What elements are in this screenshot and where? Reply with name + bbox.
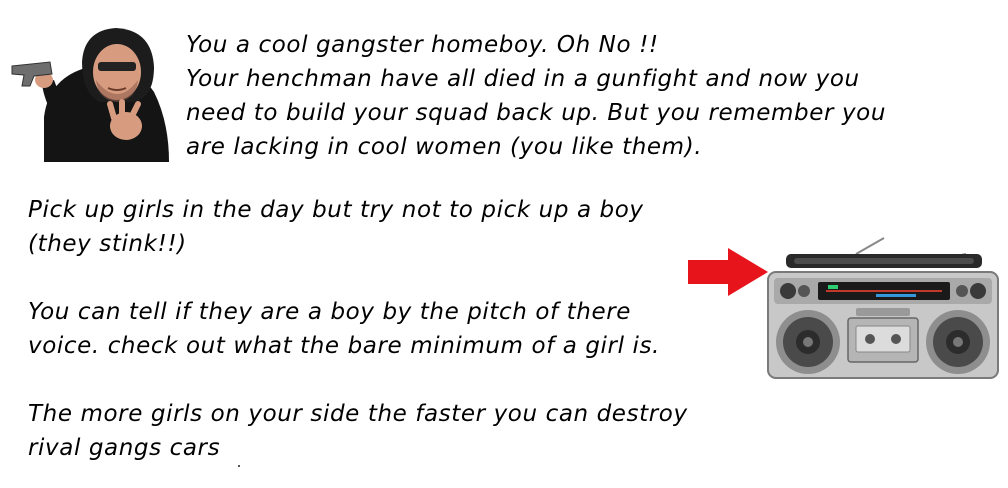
stray-dot [238,465,240,467]
pick-up-line-1: Pick up girls in the day but try not to pick up a boy [28,197,644,223]
tell-line-1: You can tell if they are a boy by the pitch of there [28,299,631,325]
intro-line-3: need to build your squad back up. But you remember you [186,100,887,126]
pick-up-paragraph [28,193,644,261]
intro-line-1: You a cool gangster homeboy. Oh No !! [186,32,659,58]
pick-up-line-2: (they stink!!) [28,231,187,257]
intro-paragraph [186,28,886,164]
more-girls-line-1: The more girls on your side the faster you can destroy [28,401,688,427]
more-girls-line-2: rival gangs cars [28,435,221,461]
boombox-icon [766,236,1002,382]
tell-paragraph [28,295,660,363]
more-girls-paragraph [28,397,688,465]
intro-line-4: are lacking in cool women (you like them). [186,134,703,160]
sunglasses-icon [98,62,136,71]
intro-line-2: Your henchman have all died in a gunfight and now you [186,66,860,92]
tell-line-2: voice. check out what the bare minimum of a girl is. [28,333,660,359]
gangster-with-pistol-icon [4,22,172,162]
red-arrow-right-icon [688,248,768,296]
